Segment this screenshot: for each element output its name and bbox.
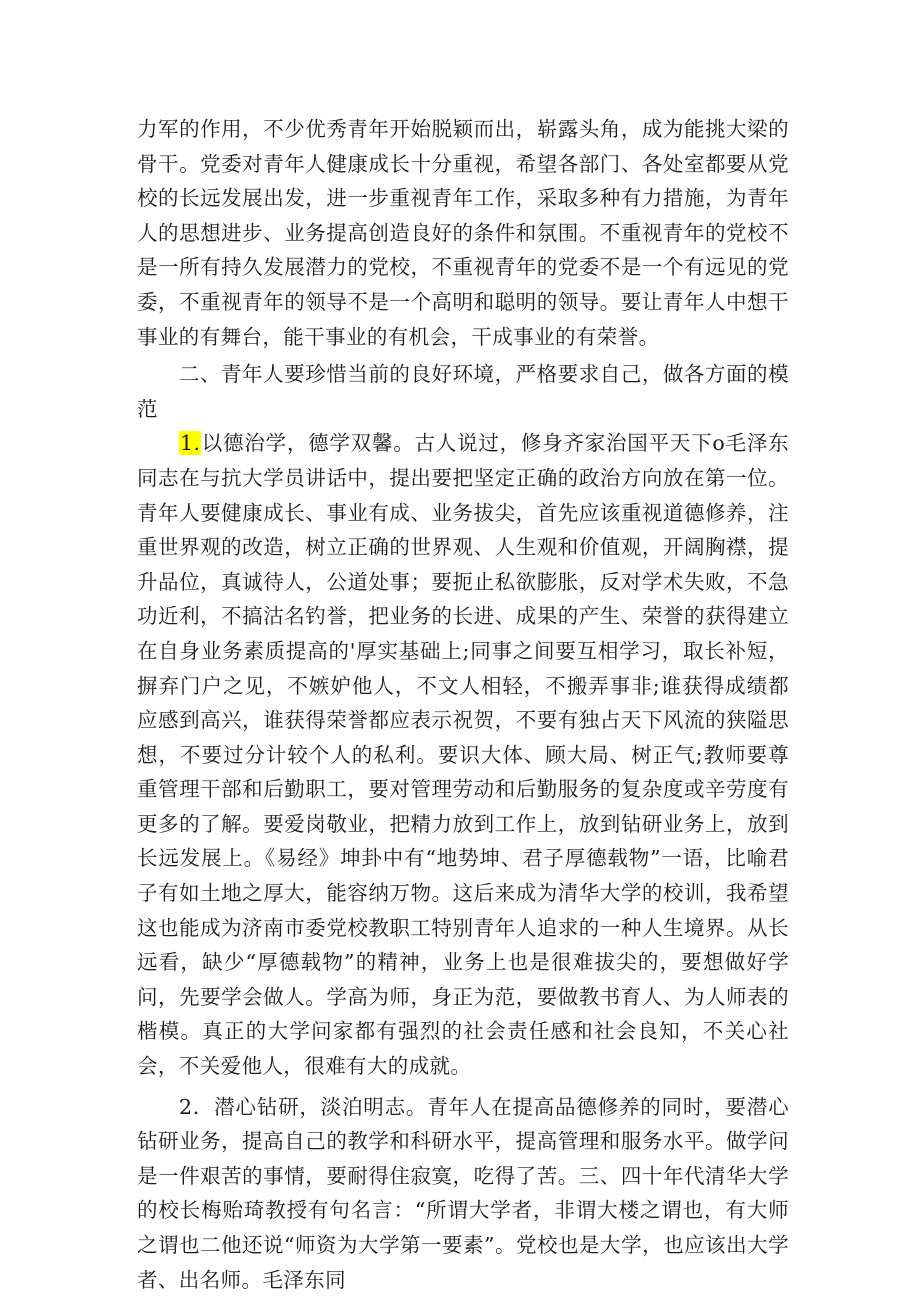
document-page	[137, 112, 789, 1297]
paragraph-continuation: 力军的作用，不少优秀青年开始脱颖而出，崭露头角，成为能挑大梁的骨干。党委对青年人健康成长十分重视，希望各部门、各处室都要从党校的长远发展出发，进一步重视青年工作，采取多种有力措施，为青年人的思想进步、业务提高创造良好的条件和氛围。不重视青年的党校不是一所有持久发展潜力的党校，不重视青年的党委不是一个有远见的党委，不重视青年的领导不是一个高明和聪明的领导。要让青年人中想干事业的有舞台，能干事业的有机会，干成事业的有荣誉。	[137, 117, 789, 349]
highlighted-list-marker: 1.	[180, 431, 201, 456]
list-item-1	[137, 426, 789, 1083]
list-item-1-text: 以德治学，德学双馨。古人说过，修身齐家治国平天下o毛泽东同志在与抗大学员讲话中，提出要把坚定正确的政治方向放在第一位。青年人要健康成长、事业有成、业务拔尖，首先应该重视道德修养，注重世界观的改造，树立正确的世界观、人生观和价值观，开阔胸襟，提升品位，真诚待人，公道处事；要扼止私欲膨胀，反对学术失败，不急功近利，不搞沽名钓誉，把业务的长进、成果的产生、荣誉的获得建立在自身业务素质提高的'厚实基础上;同事之间要互相学习，取长补短，摒弃门户之见，不嫉妒他人，不文人相轻，不搬弄事非;谁获得成绩都应感到高兴，谁获得荣誉都应表示祝贺，不要有独占天下风流的狭隘思想，不要过分计较个人的私利。要识大体、顾大局、树正气;教师要尊重管理干部和后勤职工，要对管理劳动和后勤服务的复杂度或辛劳度有更多的了解。要爱岗敬业，把精力放到工作上，放到钻研业务上，放到长远发展上。《易经》坤卦中有“地势坤、君子厚德载物”一语，比喻君子有如土地之厚大，能容纳万物。这后来成为清华大学的校训，我希望这也能成为济南市委党校教职工特别青年人追求的一种人生境界。从长远看，缺少“厚德载物”的精神，业务上也是很难拔尖的，要想做好学问，先要学会做人。学高为师，身正为范，要做教书育人、为人师表的楷模。真正的大学问家都有强烈的社会责任感和社会良知，不关心社会，不关爱他人，很难有大的成就。	[137, 431, 789, 1079]
section-heading: 二、青年人要珍惜当前的良好环境，严格要求自己，做各方面的模范	[137, 362, 789, 421]
list-item-2: 2．潜心钻研，淡泊明志。青年人在提高品德修养的同时，要潜心钻研业务，提高自己的教学和科研水平，提高管理和服务水平。做学问是一件艰苦的事情，要耐得住寂寞，吃得了苦。三、四十年代清华大学的校长梅贻琦教授有句名言：“所谓大学者，非谓大楼之谓也，有大师之谓也二他还说“师资为大学第一要素”。党校也是大学，也应该出大学者、出名师。毛泽东同	[137, 1094, 789, 1292]
